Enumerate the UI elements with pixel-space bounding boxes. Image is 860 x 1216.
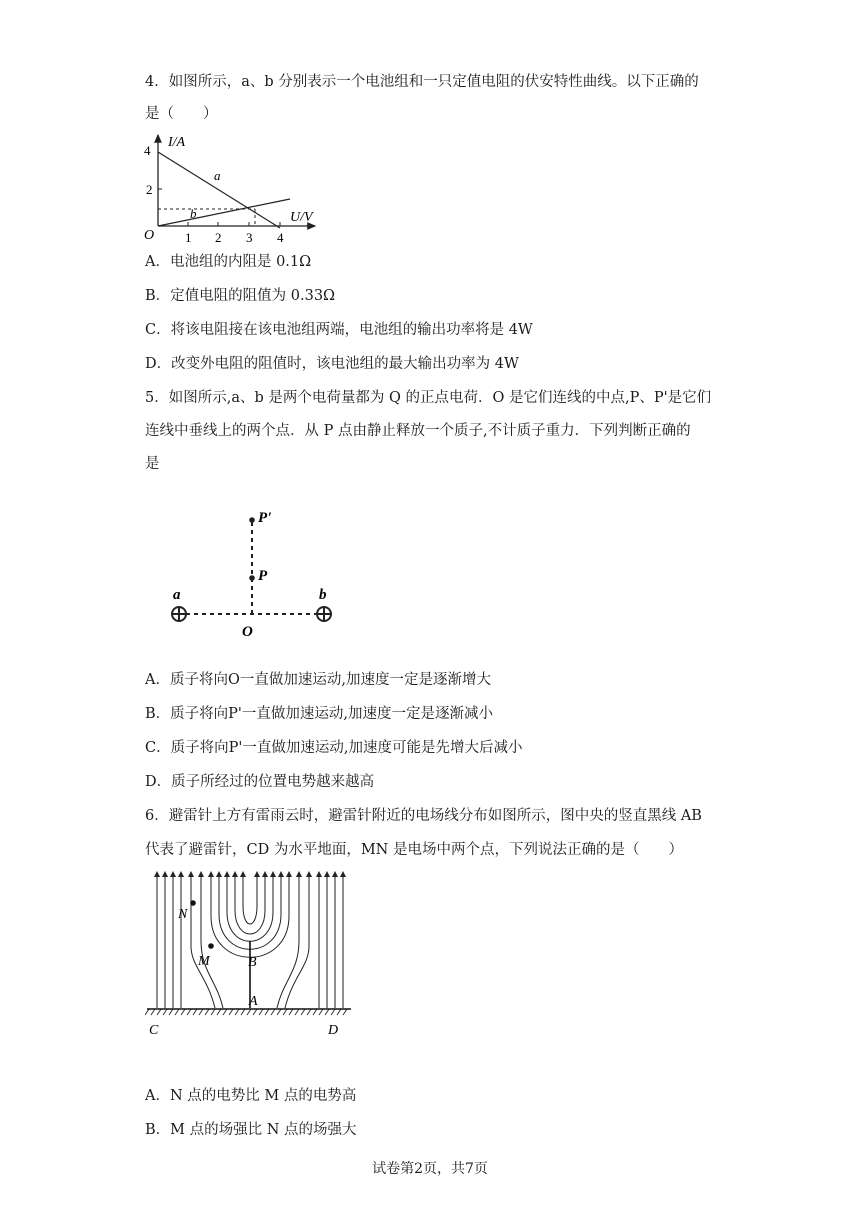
- q5-option-b: B．质子将向P'一直做加速运动,加速度一定是逐渐减小: [145, 706, 494, 722]
- q6-label-b: B: [248, 955, 257, 970]
- page-footer: 试卷第2页，共7页: [372, 1161, 488, 1177]
- q6-point-n: [190, 900, 196, 906]
- q4-y-tick-4: 4: [144, 143, 151, 158]
- q6-point-m: [208, 943, 214, 949]
- q4-x-tick-3: 3: [246, 230, 253, 245]
- q5-charge-figure: [140, 498, 365, 648]
- q6-lightning-rod-figure: [145, 866, 355, 1046]
- q4-x-tick-1: 1: [185, 230, 192, 245]
- q4-origin-label: O: [144, 228, 155, 243]
- q5-option-d: D．质子所经过的位置电势越来越高: [145, 774, 375, 790]
- q4-y-axis-label: I/A: [168, 135, 186, 150]
- q6-label-m: M: [198, 954, 210, 969]
- q4-iu-graph: [140, 130, 330, 245]
- q4-option-d: D．改变外电阻的阻值时，该电池组的最大输出功率为 4W: [145, 356, 519, 372]
- q4-stem-line1: 4．如图所示，a、b 分别表示一个电池组和一只定值电阻的伏安特性曲线。以下正确的: [145, 74, 699, 90]
- q6-stem-line1: 6．避雷针上方有雷雨云时，避雷针附近的电场线分布如图所示，图中央的竖直黑线 AB: [145, 808, 702, 824]
- q4-y-tick-2: 2: [146, 182, 153, 197]
- q6-stem-line2: 代表了避雷针，CD 为水平地面，MN 是电场中两个点，下列说法正确的是（ ）: [145, 842, 683, 858]
- q5-stem-line2: 连线中垂线上的两个点．从 P 点由静止释放一个质子,不计质子重力．下列判断正确的: [145, 423, 691, 439]
- q4-x-tick-2: 2: [215, 230, 222, 245]
- q4-line-a-label: a: [214, 168, 221, 183]
- q6-label-n: N: [178, 907, 188, 922]
- q5-label-o: O: [242, 624, 253, 640]
- q5-option-c: C．质子将向P'一直做加速运动,加速度可能是先增大后减小: [145, 740, 523, 756]
- q6-option-b: B．M 点的场强比 N 点的场强大: [145, 1122, 357, 1138]
- q5-label-b: b: [319, 587, 327, 603]
- q4-stem-line2: 是（ ）: [145, 106, 218, 122]
- q6-option-a: A．N 点的电势比 M 点的电势高: [145, 1088, 357, 1104]
- q5-charge-b: [317, 607, 331, 621]
- q4-option-b: B．定值电阻的阻值为 0.33Ω: [145, 288, 336, 304]
- q4-line-b-label: b: [190, 206, 197, 221]
- q5-label-a: a: [173, 587, 181, 603]
- q5-label-p: P: [258, 568, 268, 584]
- q5-charge-a: [172, 607, 186, 621]
- q5-stem-line1: 5．如图所示,a、b 是两个电荷量都为 Q 的正点电荷．O 是它们连线的中点,P、P'是它们: [145, 390, 712, 406]
- q5-point-p: [249, 575, 255, 581]
- q5-label-p-prime: P': [258, 510, 272, 526]
- q5-option-a: A．质子将向O一直做加速运动,加速度一定是逐渐增大: [145, 672, 491, 688]
- q6-label-d: D: [328, 1023, 339, 1038]
- q4-x-tick-4: 4: [277, 230, 284, 245]
- q5-point-p-prime: [249, 517, 255, 523]
- q4-line-a: [158, 152, 280, 228]
- q4-option-a: A．电池组的内阻是 0.1Ω: [145, 254, 312, 270]
- q5-stem-line3: 是: [145, 456, 160, 472]
- q4-x-axis-label: U/V: [290, 210, 313, 225]
- q6-label-c: C: [149, 1023, 159, 1038]
- q4-option-c: C．将该电阻接在该电池组两端，电池组的输出功率将是 4W: [145, 322, 533, 338]
- q6-label-a: A: [249, 994, 258, 1009]
